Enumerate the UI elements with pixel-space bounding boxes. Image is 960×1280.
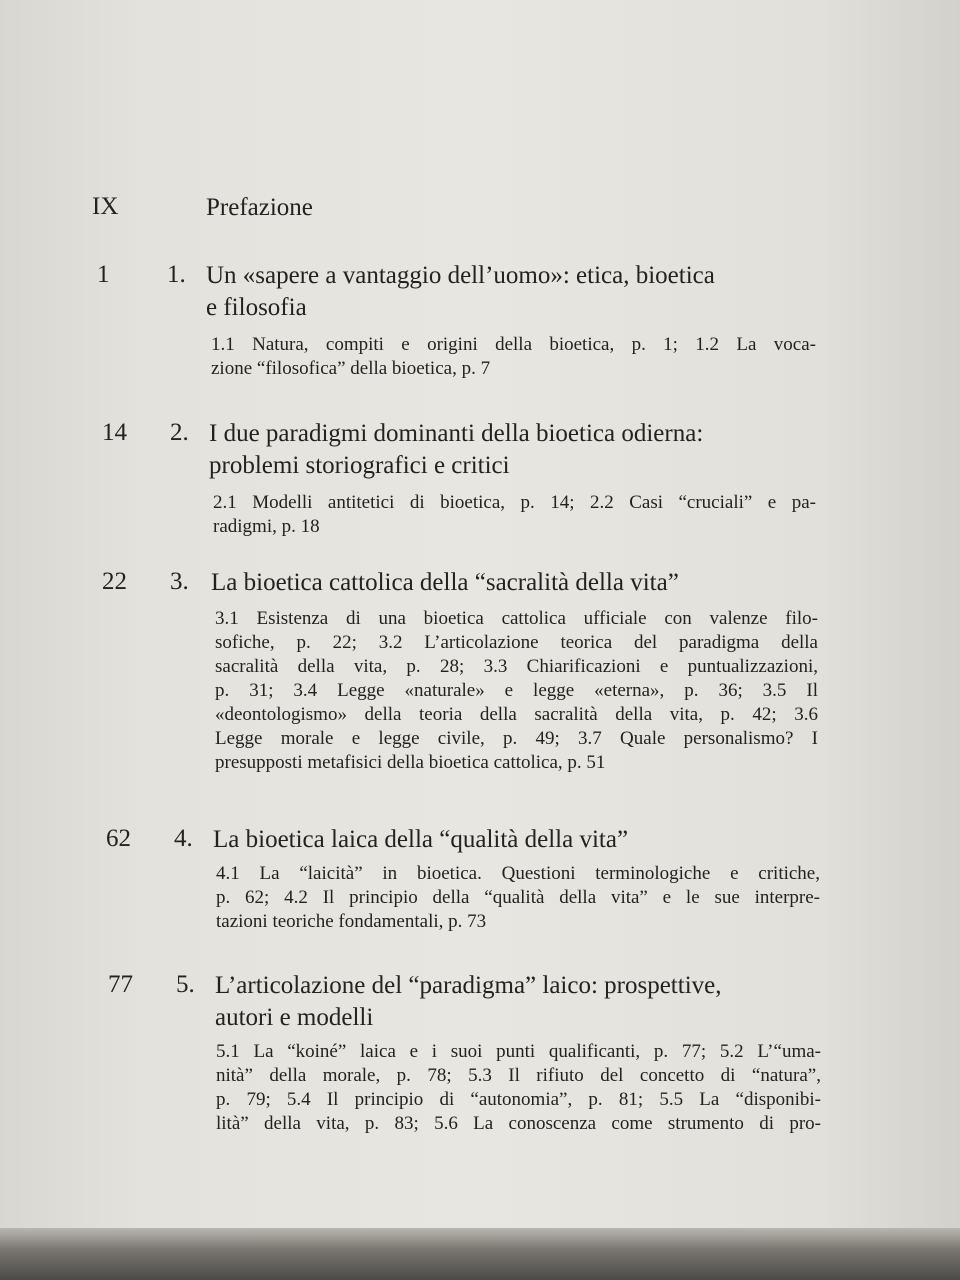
toc-section-line: «deontologismo» della teoria della sacralità della vita, p. 42; 3.6 — [215, 704, 818, 725]
toc-page-number: 22 — [102, 568, 127, 595]
toc-section-line: sacralità della vita, p. 28; 3.3 Chiarificazioni e puntualizzazioni, — [215, 656, 818, 677]
toc-section-list — [216, 862, 820, 934]
toc-title — [206, 260, 816, 324]
toc-title-line: L’articolazione del “paradigma” laico: prospettive, — [215, 972, 722, 999]
toc-section-line: 5.1 La “koiné” laica e i suoi punti qualificanti, p. 77; 5.2 L’“uma- — [216, 1041, 821, 1062]
toc-title — [209, 418, 819, 482]
toc-title-line: La bioetica cattolica della “sacralità della vita” — [211, 569, 679, 596]
toc-page-number: IX — [92, 193, 119, 220]
toc-chapter-number: 5. — [176, 971, 195, 998]
toc-chapter-number: 2. — [170, 419, 189, 446]
toc-chapter-number: 1. — [167, 261, 186, 288]
toc-section-line: zione “filosofica” della bioetica, p. 7 — [211, 358, 491, 379]
toc-section-line: p. 79; 5.4 Il principio di “autonomia”, p. 81; 5.5 La “disponibi- — [216, 1089, 821, 1110]
toc-section-line: radigmi, p. 18 — [213, 516, 320, 537]
toc-section-list — [211, 333, 816, 381]
toc-title — [206, 192, 816, 224]
toc-page-number: 1 — [97, 261, 110, 288]
toc-section-line: Legge morale e legge civile, p. 49; 3.7 Quale personalismo? I — [215, 728, 818, 749]
page-bottom-edge — [0, 1228, 960, 1280]
toc-title — [215, 970, 825, 1034]
toc-section-list — [213, 491, 816, 539]
toc-section-line: 1.1 Natura, compiti e origini della bioetica, p. 1; 1.2 La voca- — [211, 334, 816, 355]
toc-chapter-number: 3. — [170, 568, 189, 595]
toc-page-number: 62 — [106, 825, 131, 852]
toc-title — [213, 824, 823, 856]
toc-section-list — [215, 607, 818, 775]
toc-title-line: Prefazione — [206, 194, 313, 221]
toc-section-line: presupposti metafisici della bioetica cattolica, p. 51 — [215, 752, 606, 773]
toc-section-line: tazioni teoriche fondamentali, p. 73 — [216, 911, 487, 932]
toc-section-list — [216, 1040, 821, 1136]
toc-section-line: p. 62; 4.2 Il principio della “qualità della vita” e le sue interpre- — [216, 887, 820, 908]
toc-title-line: e filosofia — [206, 294, 307, 321]
toc-section-line: 3.1 Esistenza di una bioetica cattolica ufficiale con valenze filo- — [215, 608, 818, 629]
toc-title-line: autori e modelli — [215, 1004, 374, 1031]
toc-title-line: I due paradigmi dominanti della bioetica odierna: — [209, 420, 704, 447]
toc-section-line: sofiche, p. 22; 3.2 L’articolazione teorica del paradigma della — [215, 632, 818, 653]
toc-title-line: Un «sapere a vantaggio dell’uomo»: etica, bioetica — [206, 262, 715, 289]
toc-section-line: 4.1 La “laicità” in bioetica. Questioni terminologiche e critiche, — [216, 863, 820, 884]
toc-title — [211, 567, 821, 599]
toc-page-number: 14 — [102, 419, 127, 446]
toc-section-line: p. 31; 3.4 Legge «naturale» e legge «eterna», p. 36; 3.5 Il — [215, 680, 818, 701]
toc-page-number: 77 — [108, 971, 133, 998]
toc-chapter-number: 4. — [174, 825, 193, 852]
toc-title-line: problemi storiografici e critici — [209, 452, 510, 479]
toc-title-line: La bioetica laica della “qualità della vita” — [213, 826, 629, 853]
toc-section-line: lità” della vita, p. 83; 5.6 La conoscenza come strumento di pro- — [216, 1113, 821, 1134]
toc-section-line: 2.1 Modelli antitetici di bioetica, p. 14; 2.2 Casi “cruciali” e pa- — [213, 492, 816, 513]
toc-section-line: nità” della morale, p. 78; 5.3 Il rifiuto del concetto di “natura”, — [216, 1065, 821, 1086]
